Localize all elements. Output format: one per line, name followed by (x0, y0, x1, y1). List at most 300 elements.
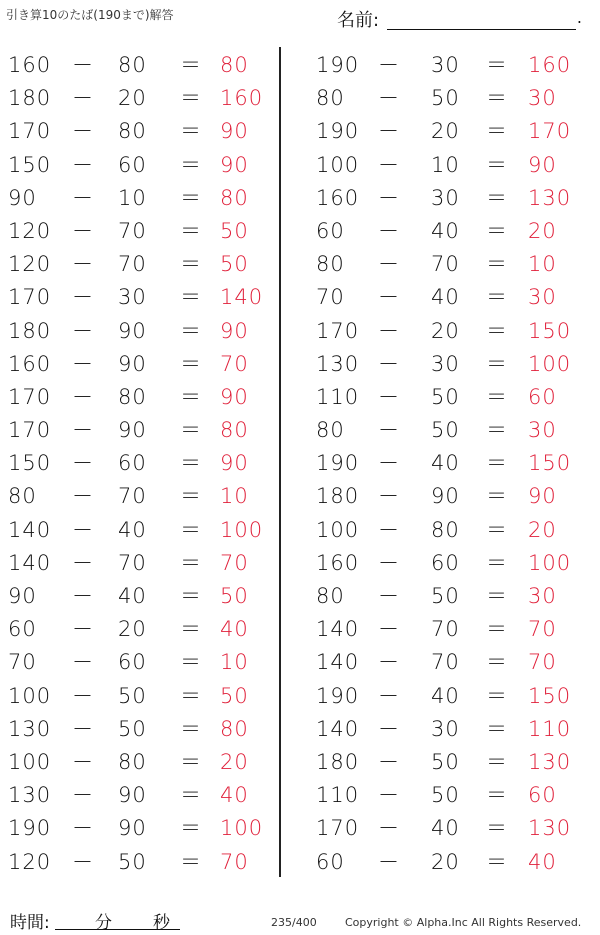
answer: 50 (220, 683, 249, 708)
answer: 90 (220, 152, 249, 177)
minus-sign: － (378, 285, 400, 310)
answer: 50 (220, 218, 249, 243)
seconds-label: 秒 (153, 913, 170, 933)
problem-row (300, 846, 575, 879)
minuend: 110 (316, 384, 360, 409)
problem-row (300, 215, 575, 248)
equals-sign: ＝ (180, 816, 202, 841)
minuend: 100 (316, 517, 360, 542)
minus-sign: － (72, 584, 94, 608)
problem-row (0, 115, 275, 148)
minus-sign: － (72, 285, 94, 310)
minuend: 140 (316, 650, 360, 675)
problem-row (300, 514, 575, 547)
equals-sign: ＝ (180, 418, 202, 443)
problem-row (0, 447, 275, 480)
minus-sign: － (72, 119, 94, 144)
minuend: 150 (8, 451, 52, 476)
subtrahend: 20 (431, 318, 460, 343)
answer: 30 (528, 418, 557, 443)
worksheet-title: 引き算10のたば(190まで)解答 (6, 8, 174, 22)
answer: 100 (220, 517, 264, 542)
minuend: 180 (316, 484, 360, 509)
answer: 130 (528, 185, 572, 210)
subtrahend: 40 (431, 451, 460, 476)
subtrahend: 50 (118, 683, 147, 708)
answer: 160 (220, 86, 264, 111)
subtrahend: 70 (431, 650, 460, 675)
subtrahend: 40 (431, 285, 460, 310)
subtrahend: 80 (118, 384, 147, 409)
equals-sign: ＝ (486, 584, 508, 608)
name-end-dot: . (576, 8, 582, 27)
equals-sign: ＝ (486, 683, 508, 708)
minus-sign: － (72, 849, 94, 874)
minus-sign: － (378, 749, 400, 774)
answer: 90 (528, 484, 557, 509)
answer: 130 (528, 749, 572, 774)
answer: 90 (220, 119, 249, 144)
equals-sign: ＝ (180, 650, 202, 675)
equals-sign: ＝ (180, 351, 202, 376)
problem-row (300, 812, 575, 845)
answer: 10 (220, 650, 249, 675)
subtrahend: 70 (118, 252, 147, 277)
answer: 150 (528, 683, 572, 708)
subtrahend: 60 (118, 650, 147, 675)
minus-sign: － (378, 683, 400, 708)
equals-sign: ＝ (486, 716, 508, 741)
minus-sign: － (72, 749, 94, 774)
minuend: 70 (316, 285, 345, 310)
minuend: 140 (316, 617, 360, 642)
subtrahend: 80 (118, 53, 147, 77)
problem-row (300, 480, 575, 513)
equals-sign: ＝ (486, 451, 508, 476)
subtrahend: 70 (431, 252, 460, 277)
subtrahend: 20 (118, 617, 147, 642)
minus-sign: － (378, 517, 400, 542)
minuend: 190 (316, 451, 360, 476)
equals-sign: ＝ (180, 617, 202, 642)
problem-row (0, 82, 275, 115)
minuend: 150 (8, 152, 52, 177)
problem-row (300, 348, 575, 381)
minuend: 170 (8, 384, 52, 409)
minus-sign: － (378, 252, 400, 277)
minuend: 180 (8, 86, 52, 111)
subtrahend: 70 (118, 218, 147, 243)
equals-sign: ＝ (180, 849, 202, 874)
minuend: 110 (316, 783, 360, 808)
equals-sign: ＝ (180, 86, 202, 111)
equals-sign: ＝ (180, 451, 202, 476)
subtrahend: 90 (118, 783, 147, 808)
subtrahend: 20 (431, 119, 460, 144)
problem-row (300, 746, 575, 779)
minus-sign: － (378, 418, 400, 443)
equals-sign: ＝ (486, 318, 508, 343)
equals-sign: ＝ (180, 285, 202, 310)
equals-sign: ＝ (486, 783, 508, 808)
minuend: 140 (8, 550, 52, 575)
minuend: 100 (8, 683, 52, 708)
problem-row (0, 49, 275, 82)
subtrahend: 50 (118, 849, 147, 874)
problem-row (0, 414, 275, 447)
answer: 70 (220, 351, 249, 376)
answer: 70 (528, 650, 557, 675)
answer: 20 (528, 517, 557, 542)
subtrahend: 80 (431, 517, 460, 542)
answer: 90 (528, 152, 557, 177)
subtrahend: 50 (431, 86, 460, 111)
equals-sign: ＝ (180, 484, 202, 509)
answer: 80 (220, 185, 249, 210)
minus-sign: － (378, 451, 400, 476)
problem-row (0, 646, 275, 679)
equals-sign: ＝ (486, 849, 508, 874)
problem-row (0, 613, 275, 646)
minuend: 140 (316, 716, 360, 741)
problem-row (300, 248, 575, 281)
subtrahend: 10 (118, 185, 147, 210)
problem-row (0, 149, 275, 182)
minuend: 190 (316, 119, 360, 144)
minuend: 190 (8, 816, 52, 841)
minus-sign: － (72, 185, 94, 210)
problem-row (300, 547, 575, 580)
answer: 80 (220, 716, 249, 741)
minus-sign: － (378, 650, 400, 675)
minus-sign: － (378, 484, 400, 509)
minuend: 120 (8, 252, 52, 277)
equals-sign: ＝ (486, 285, 508, 310)
minuend: 80 (316, 584, 345, 608)
answer: 130 (528, 816, 572, 841)
answer: 90 (220, 384, 249, 409)
equals-sign: ＝ (180, 749, 202, 774)
minus-sign: － (378, 384, 400, 409)
problem-row (0, 746, 275, 779)
answer: 140 (220, 285, 264, 310)
copyright-notice: Copyright © Alpha.Inc All Rights Reserved. (345, 916, 582, 929)
answer: 70 (220, 849, 249, 874)
problem-row (0, 480, 275, 513)
answer: 30 (528, 285, 557, 310)
subtrahend: 40 (118, 517, 147, 542)
minus-sign: － (378, 86, 400, 111)
equals-sign: ＝ (486, 418, 508, 443)
answer: 110 (528, 716, 572, 741)
minuend: 170 (316, 318, 360, 343)
minuend: 60 (316, 218, 345, 243)
minuend: 170 (8, 418, 52, 443)
answer: 100 (528, 550, 572, 575)
left-problem-column (0, 49, 275, 879)
subtrahend: 90 (118, 351, 147, 376)
equals-sign: ＝ (486, 816, 508, 841)
column-divider (279, 47, 281, 877)
equals-sign: ＝ (486, 252, 508, 277)
subtrahend: 40 (431, 816, 460, 841)
subtrahend: 50 (118, 716, 147, 741)
subtrahend: 30 (118, 285, 147, 310)
problem-row (0, 779, 275, 812)
minuend: 120 (8, 849, 52, 874)
minuend: 120 (8, 218, 52, 243)
problem-row (0, 348, 275, 381)
equals-sign: ＝ (486, 517, 508, 542)
problem-row (300, 82, 575, 115)
equals-sign: ＝ (486, 86, 508, 111)
minuend: 100 (8, 749, 52, 774)
minuend: 170 (8, 119, 52, 144)
name-field[interactable] (337, 6, 582, 30)
answer: 90 (220, 318, 249, 343)
equals-sign: ＝ (486, 650, 508, 675)
problem-row (0, 281, 275, 314)
subtrahend: 90 (118, 418, 147, 443)
problem-row (300, 281, 575, 314)
answer: 170 (528, 119, 572, 144)
subtrahend: 60 (118, 451, 147, 476)
subtrahend: 40 (431, 218, 460, 243)
minuend: 130 (8, 783, 52, 808)
minuend: 130 (8, 716, 52, 741)
subtrahend: 90 (431, 484, 460, 509)
minus-sign: － (72, 152, 94, 177)
subtrahend: 40 (431, 683, 460, 708)
answer: 30 (528, 86, 557, 111)
problem-row (0, 713, 275, 746)
equals-sign: ＝ (180, 716, 202, 741)
problem-row (0, 315, 275, 348)
answer: 10 (528, 252, 557, 277)
equals-sign: ＝ (180, 550, 202, 575)
equals-sign: ＝ (180, 683, 202, 708)
minus-sign: － (378, 152, 400, 177)
minuend: 160 (8, 53, 52, 77)
minuend: 70 (8, 650, 37, 675)
answer: 30 (528, 584, 557, 608)
minuend: 60 (8, 617, 37, 642)
minuend: 90 (8, 185, 37, 210)
equals-sign: ＝ (180, 119, 202, 144)
minuend: 60 (316, 849, 345, 874)
answer: 60 (528, 783, 557, 808)
equals-sign: ＝ (486, 484, 508, 509)
page-number: 235/400 (271, 916, 317, 929)
equals-sign: ＝ (180, 584, 202, 608)
equals-sign: ＝ (486, 384, 508, 409)
minuend: 170 (8, 285, 52, 310)
answer: 10 (220, 484, 249, 509)
equals-sign: ＝ (180, 53, 202, 77)
problem-row (300, 414, 575, 447)
minuend: 190 (316, 683, 360, 708)
minus-sign: － (378, 849, 400, 874)
problem-row (300, 49, 575, 82)
problem-row (0, 381, 275, 414)
minuend: 130 (316, 351, 360, 376)
answer: 50 (220, 252, 249, 277)
answer: 100 (528, 351, 572, 376)
answer: 60 (528, 384, 557, 409)
equals-sign: ＝ (180, 384, 202, 409)
equals-sign: ＝ (486, 185, 508, 210)
problem-row (0, 680, 275, 713)
equals-sign: ＝ (180, 218, 202, 243)
problem-row (0, 580, 275, 613)
minuend: 180 (8, 318, 52, 343)
answer: 80 (220, 53, 249, 77)
minus-sign: － (378, 53, 400, 77)
minuend: 80 (316, 418, 345, 443)
problem-row (0, 215, 275, 248)
answer: 150 (528, 318, 572, 343)
subtrahend: 80 (118, 749, 147, 774)
equals-sign: ＝ (486, 749, 508, 774)
answer: 20 (528, 218, 557, 243)
subtrahend: 60 (431, 550, 460, 575)
problem-row (0, 514, 275, 547)
problem-row (300, 115, 575, 148)
problem-row (300, 149, 575, 182)
problem-row (300, 613, 575, 646)
subtrahend: 20 (118, 86, 147, 111)
minuend: 180 (316, 749, 360, 774)
minus-sign: － (378, 119, 400, 144)
subtrahend: 70 (118, 550, 147, 575)
subtrahend: 60 (118, 152, 147, 177)
minuend: 90 (8, 584, 37, 608)
minus-sign: － (72, 86, 94, 111)
subtrahend: 50 (431, 584, 460, 608)
minutes-label: 分 (95, 913, 112, 933)
equals-sign: ＝ (486, 550, 508, 575)
minus-sign: － (72, 384, 94, 409)
subtrahend: 30 (431, 185, 460, 210)
minus-sign: － (378, 351, 400, 376)
problem-row (300, 646, 575, 679)
equals-sign: ＝ (486, 617, 508, 642)
minuend: 190 (316, 53, 360, 77)
subtrahend: 70 (431, 617, 460, 642)
subtrahend: 30 (431, 53, 460, 77)
minus-sign: － (378, 716, 400, 741)
minus-sign: － (72, 218, 94, 243)
minus-sign: － (72, 716, 94, 741)
minuend: 160 (316, 550, 360, 575)
problem-row (300, 680, 575, 713)
subtrahend: 50 (431, 384, 460, 409)
problem-row (300, 182, 575, 215)
equals-sign: ＝ (486, 53, 508, 77)
minus-sign: － (378, 816, 400, 841)
problem-row (300, 381, 575, 414)
minus-sign: － (72, 252, 94, 277)
answer: 90 (220, 451, 249, 476)
equals-sign: ＝ (180, 152, 202, 177)
minus-sign: － (72, 517, 94, 542)
minus-sign: － (72, 351, 94, 376)
minus-sign: － (378, 584, 400, 608)
minus-sign: － (72, 451, 94, 476)
problem-row (300, 315, 575, 348)
equals-sign: ＝ (486, 152, 508, 177)
equals-sign: ＝ (486, 351, 508, 376)
problem-row (0, 248, 275, 281)
equals-sign: ＝ (486, 119, 508, 144)
equals-sign: ＝ (180, 783, 202, 808)
time-label: 時間: (10, 913, 50, 933)
subtrahend: 10 (431, 152, 460, 177)
minuend: 160 (316, 185, 360, 210)
answer: 50 (220, 584, 249, 608)
answer: 70 (220, 550, 249, 575)
minus-sign: － (378, 783, 400, 808)
time-field (10, 908, 180, 932)
minus-sign: － (72, 783, 94, 808)
problem-row (300, 580, 575, 613)
minuend: 170 (316, 816, 360, 841)
equals-sign: ＝ (180, 185, 202, 210)
minuend: 80 (8, 484, 37, 509)
subtrahend: 30 (431, 351, 460, 376)
subtrahend: 50 (431, 783, 460, 808)
minus-sign: － (72, 550, 94, 575)
minus-sign: － (378, 218, 400, 243)
minus-sign: － (72, 683, 94, 708)
subtrahend: 90 (118, 318, 147, 343)
minus-sign: － (72, 484, 94, 509)
subtrahend: 70 (118, 484, 147, 509)
equals-sign: ＝ (486, 218, 508, 243)
name-underline (387, 29, 576, 30)
subtrahend: 20 (431, 849, 460, 874)
minuend: 160 (8, 351, 52, 376)
problem-row (300, 447, 575, 480)
answer: 150 (528, 451, 572, 476)
answer: 100 (220, 816, 264, 841)
subtrahend: 30 (431, 716, 460, 741)
equals-sign: ＝ (180, 517, 202, 542)
answer: 40 (528, 849, 557, 874)
minuend: 80 (316, 252, 345, 277)
minus-sign: － (378, 185, 400, 210)
minus-sign: － (72, 617, 94, 642)
minus-sign: － (72, 418, 94, 443)
answer: 40 (220, 783, 249, 808)
subtrahend: 40 (118, 584, 147, 608)
minuend: 140 (8, 517, 52, 542)
subtrahend: 80 (118, 119, 147, 144)
problem-row (0, 812, 275, 845)
subtrahend: 50 (431, 749, 460, 774)
minus-sign: － (72, 816, 94, 841)
minuend: 100 (316, 152, 360, 177)
name-label: 名前: (337, 10, 380, 31)
minus-sign: － (72, 318, 94, 343)
answer: 160 (528, 53, 572, 77)
minus-sign: － (72, 53, 94, 77)
answer: 40 (220, 617, 249, 642)
subtrahend: 90 (118, 816, 147, 841)
answer: 70 (528, 617, 557, 642)
answer: 20 (220, 749, 249, 774)
problem-row (300, 713, 575, 746)
